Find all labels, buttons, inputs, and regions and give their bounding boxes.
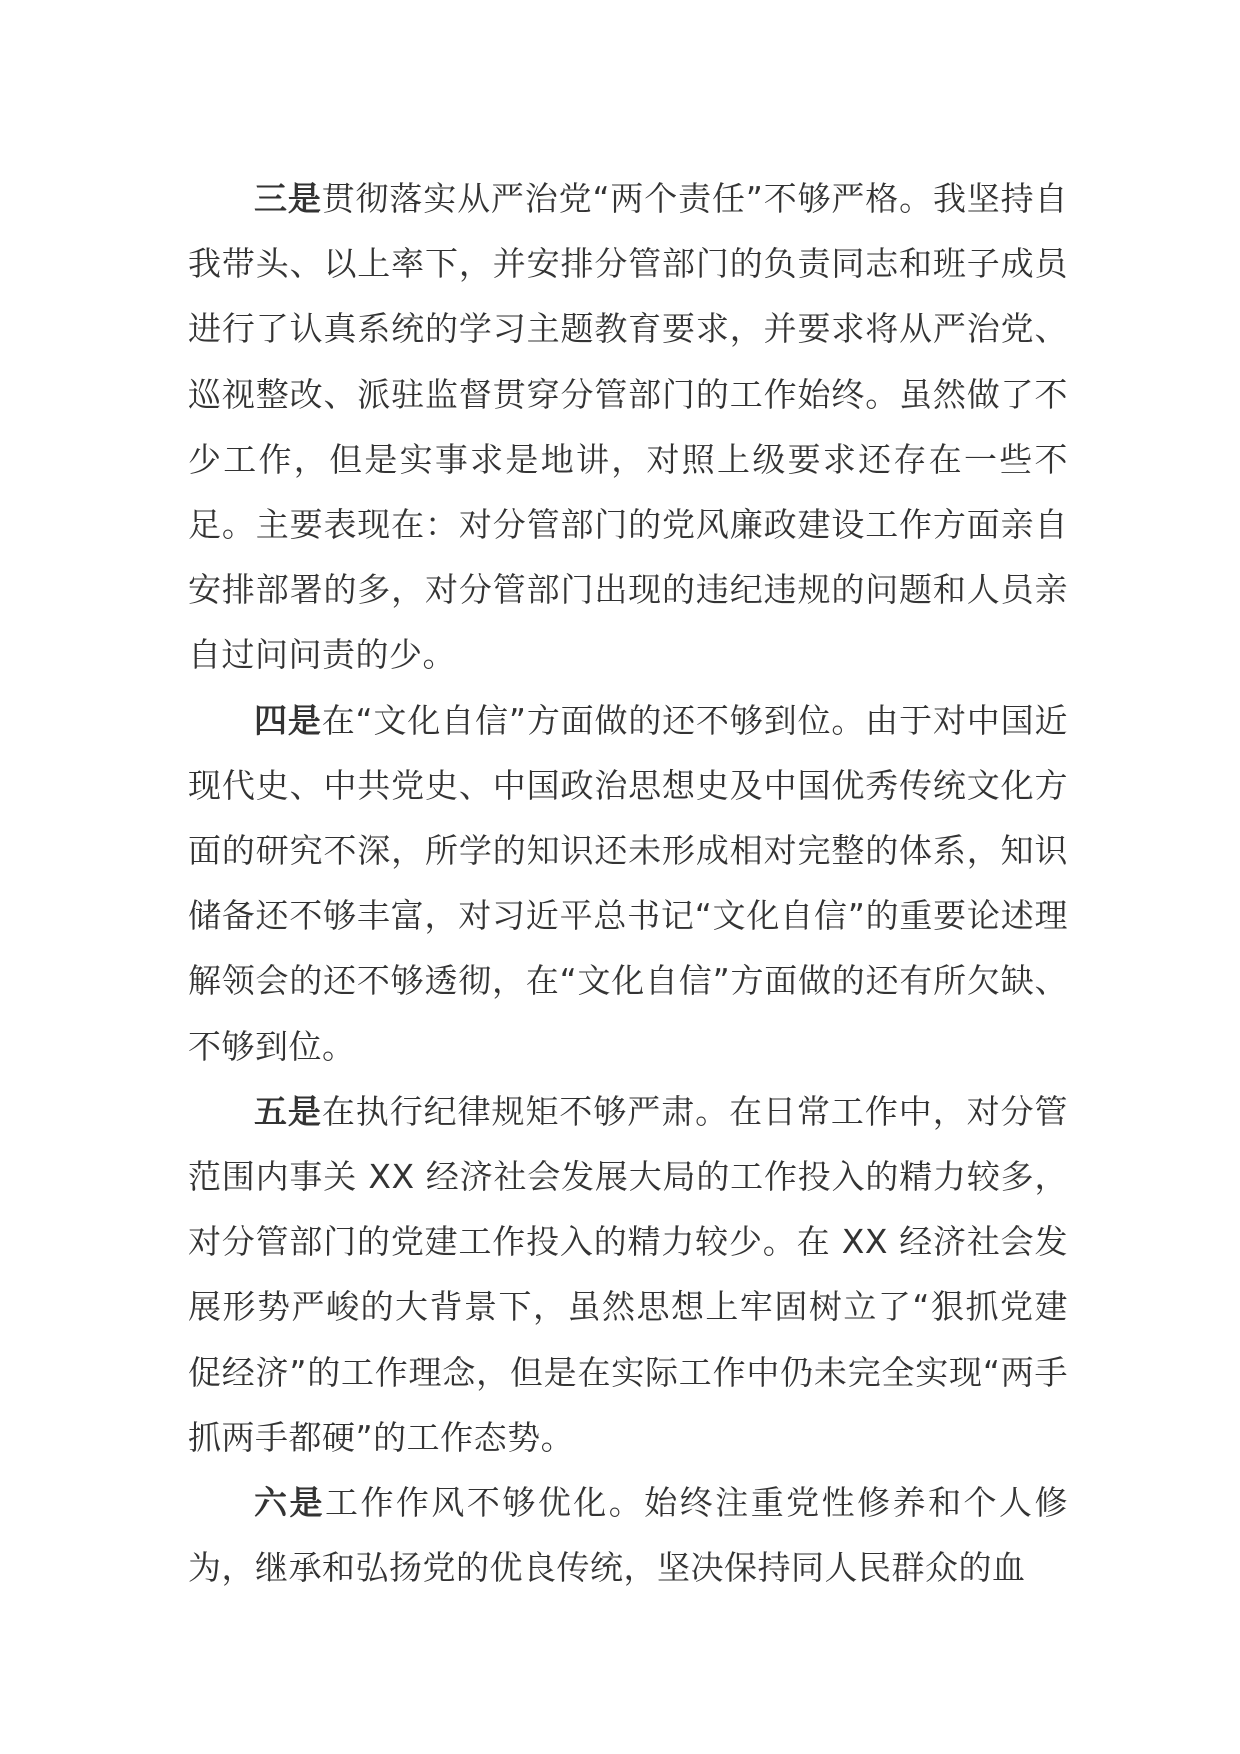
paragraph-text: 在“文化自信”方面做的还不够到位。由于对中国近现代史、中共党史、中国政治思想史及中国优秀传统文化方面的研究不深，所学的知识还未形成相对完整的体系，知识储备还不够丰富，对习近平总书记“文化自信”的重要论述理解领会的还不够透彻，在“文化自信”方面做的还有所欠缺、不够到位。	[188, 700, 1069, 1066]
document-body	[188, 166, 1068, 1600]
paragraph-lead: 三是	[254, 179, 322, 218]
paragraph-four	[188, 688, 1068, 1079]
paragraph-five	[188, 1079, 1068, 1470]
paragraph-text: 贯彻落实从严治党“两个责任”不够严格。我坚持自我带头、以上率下，并安排分管部门的负责同志和班子成员进行了认真系统的学习主题教育要求，并要求将从严治党、巡视整改、派驻监督贯穿分管部门的工作始终。虽然做了不少工作，但是实事求是地讲，对照上级要求还存在一些不足。主要表现在：对分管部门的党风廉政建设工作方面亲自安排部署的多，对分管部门出现的违纪违规的问题和人员亲自过问问责的少。	[188, 179, 1069, 675]
paragraph-lead: 四是	[254, 700, 322, 740]
paragraph-text: 在执行纪律规矩不够严肃。在日常工作中，对分管范围内事关 XX 经济社会发展大局的工作投入的精力较多，对分管部门的党建工作投入的精力较少。在 XX 经济社会发展形势严峻的大背景下，虽然思想上牢固树立了“狠抓党建促经济”的工作理念，但是在实际工作中仍未完全实现“两手抓两手都硬”的工作态势。	[188, 1091, 1069, 1457]
paragraph-three	[188, 166, 1068, 688]
paragraph-lead: 五是	[254, 1091, 322, 1131]
paragraph-text: 工作作风不够优化。始终注重党性修养和个人修为，继承和弘扬党的优良传统，坚决保持同人民群众的血	[188, 1483, 1069, 1588]
paragraph-six	[188, 1470, 1068, 1600]
paragraph-lead: 六是	[254, 1483, 325, 1523]
